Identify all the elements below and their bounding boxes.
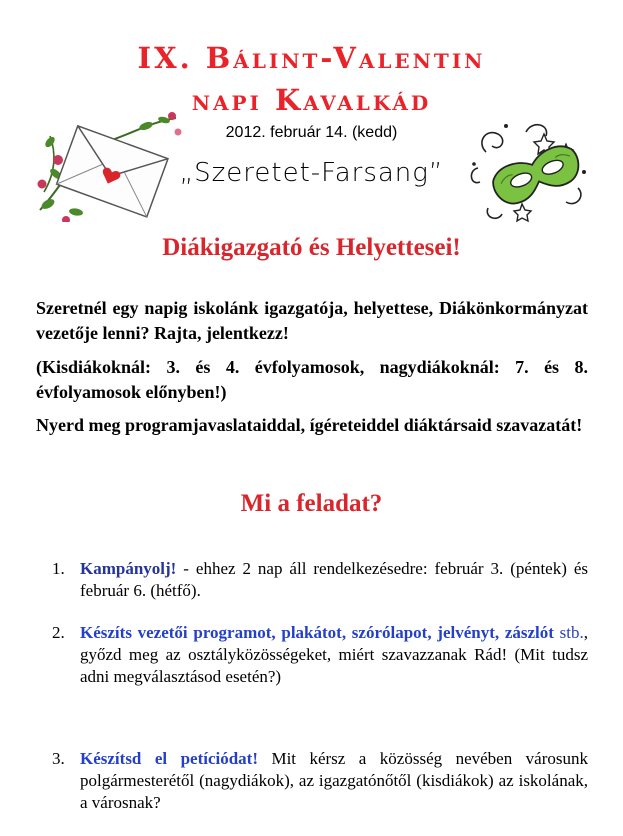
list-item-body: [80, 748, 588, 814]
list-item: [52, 558, 588, 602]
list-item-etc: stb.: [553, 623, 584, 642]
list-item-lead: Kampányolj!: [80, 559, 177, 578]
list-item-number: 3.: [52, 749, 65, 768]
intro-paragraph: Szeretnél egy napig iskolánk igazgatója, helyettese, Diákönkormányzat vezetője lenni? Rajta, jelentkezz!: [36, 298, 588, 343]
list-item-number: 1.: [52, 559, 65, 578]
list-item-number: 2.: [52, 623, 65, 642]
list-item: [52, 622, 588, 688]
call-to-action-paragraph: Nyerd meg programjavaslataiddal, ígéreteiddel diáktársaid szavazatát!: [36, 415, 583, 435]
eligibility-paragraph: (Kisdiákoknál: 3. és 4. évfolyamosok, nagydiákoknál: 7. és 8. évfolyamosok előnyben!): [36, 357, 588, 402]
list-item-text: - ehhez 2 nap áll rendelkezésedre: február 3. (péntek) és február 6. (hétfő).: [80, 559, 588, 600]
list-item-body: [80, 622, 588, 688]
title-line-1: IX. Bálint-Valentin: [137, 41, 486, 75]
section-heading-task: Mi a feladat?: [240, 490, 383, 517]
subtitle: „Szeretet-Farsang”: [179, 158, 444, 188]
title-line-2: napi Kavalkád: [191, 83, 432, 117]
event-date: 2012. február 14. (kedd): [225, 124, 398, 141]
list-item-text: , győzd meg az osztályközösségeket, miért szavazzanak Rád! (Mit tudsz adni megválasztásod esetén?): [80, 623, 588, 686]
section-heading-principal: Diákigazgató és Helyettesei!: [162, 234, 461, 261]
list-item-lead: Készíts vezetői programot, plakátot, szórólapot, jelvényt, zászlót: [80, 623, 554, 642]
list-item-lead: Készítsd el petíciódat!: [80, 749, 258, 768]
carnival-mask-icon: [466, 112, 596, 230]
list-item-text: Mit kérsz a közösség nevében városunk polgármesterétől (nagydiákok), az igazgatónőtől (kisdiákok) az iskolának, a városnak?: [80, 749, 588, 812]
list-item-body: [80, 558, 588, 602]
list-item: [52, 748, 588, 814]
